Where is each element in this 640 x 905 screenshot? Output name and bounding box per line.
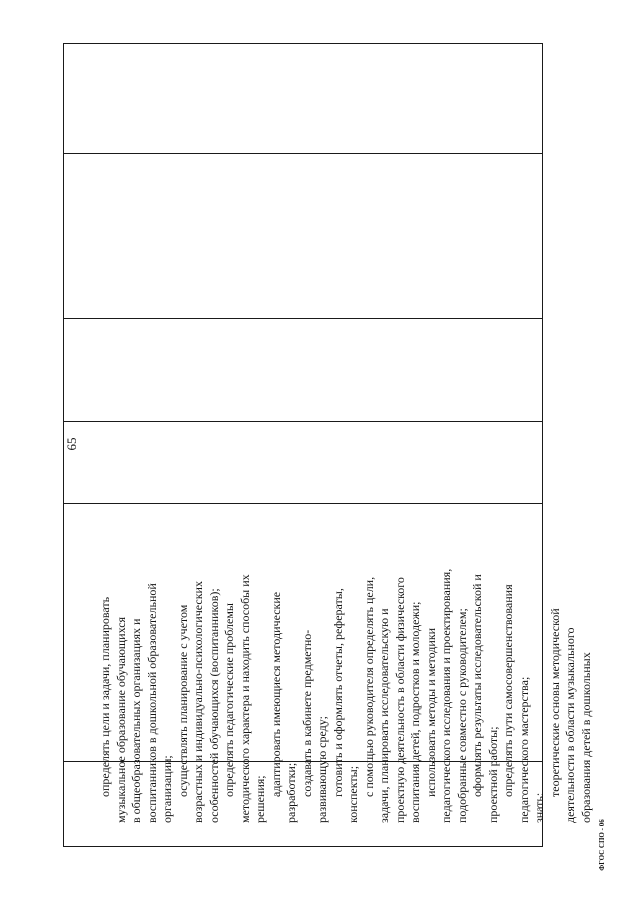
text-line: деятельности в области музыкального: [563, 627, 577, 823]
text-line: воспитанников в дошкольной образовательной: [144, 583, 159, 823]
text-line: знать:: [532, 792, 546, 823]
text-line: разработки;: [284, 762, 298, 823]
text-line: адаптировать имеющиеся методические: [268, 591, 283, 797]
text-line: педагогического исследования и проектирования,: [439, 568, 453, 823]
skills-text-cell: [98, 39, 594, 823]
text-line: образования детей в дошкольных: [578, 652, 593, 823]
text-line: проектной работы;: [485, 726, 500, 823]
text-line: использовать методы и методики: [423, 627, 438, 797]
text-line: теоретические основы методической: [547, 608, 562, 797]
text-line: определять цели и задачи, планировать: [98, 596, 112, 797]
text-line: конспекты;: [346, 765, 360, 823]
text-line: развивающую среду;: [315, 716, 329, 823]
text-line: решения;: [253, 775, 267, 823]
text-line: проектную деятельность в области физического: [392, 577, 407, 823]
text-line: педагогического мастерства;: [516, 676, 531, 823]
text-line: задачи, планировать исследовательскую и: [377, 608, 391, 823]
text-line: музыкальное образование обучающихся: [113, 616, 128, 823]
text-line: определять педагогические проблемы: [222, 603, 236, 797]
page-number: 65: [64, 437, 79, 451]
text-line: создавать в кабинете предметно-: [299, 629, 314, 797]
text-line: методического характера и находить способы их: [237, 574, 252, 823]
text-line: возрастных и индивидуально-психологических: [191, 581, 205, 823]
footer-code: ФГОС СПО - 06: [598, 819, 606, 871]
text-line: определять пути самосовершенствования: [501, 584, 515, 797]
text-line: подобранные совместно с руководителем;: [454, 608, 469, 823]
text-line: оформлять результаты исследовательской и: [470, 574, 484, 797]
text-line: с помощью руководителя определять цели,: [361, 576, 376, 797]
text-line: воспитания детей, подростков и молодежи;: [408, 601, 422, 823]
text-line: осуществлять планирование с учетом: [175, 604, 190, 797]
text-line: в общеобразовательных организациях и: [129, 618, 143, 823]
text-line: особенностей обучающихся (воспитанников);: [206, 588, 221, 823]
text-line: готовить и оформлять отчеты, рефераты,: [330, 588, 345, 797]
text-line: организации;: [160, 755, 174, 823]
